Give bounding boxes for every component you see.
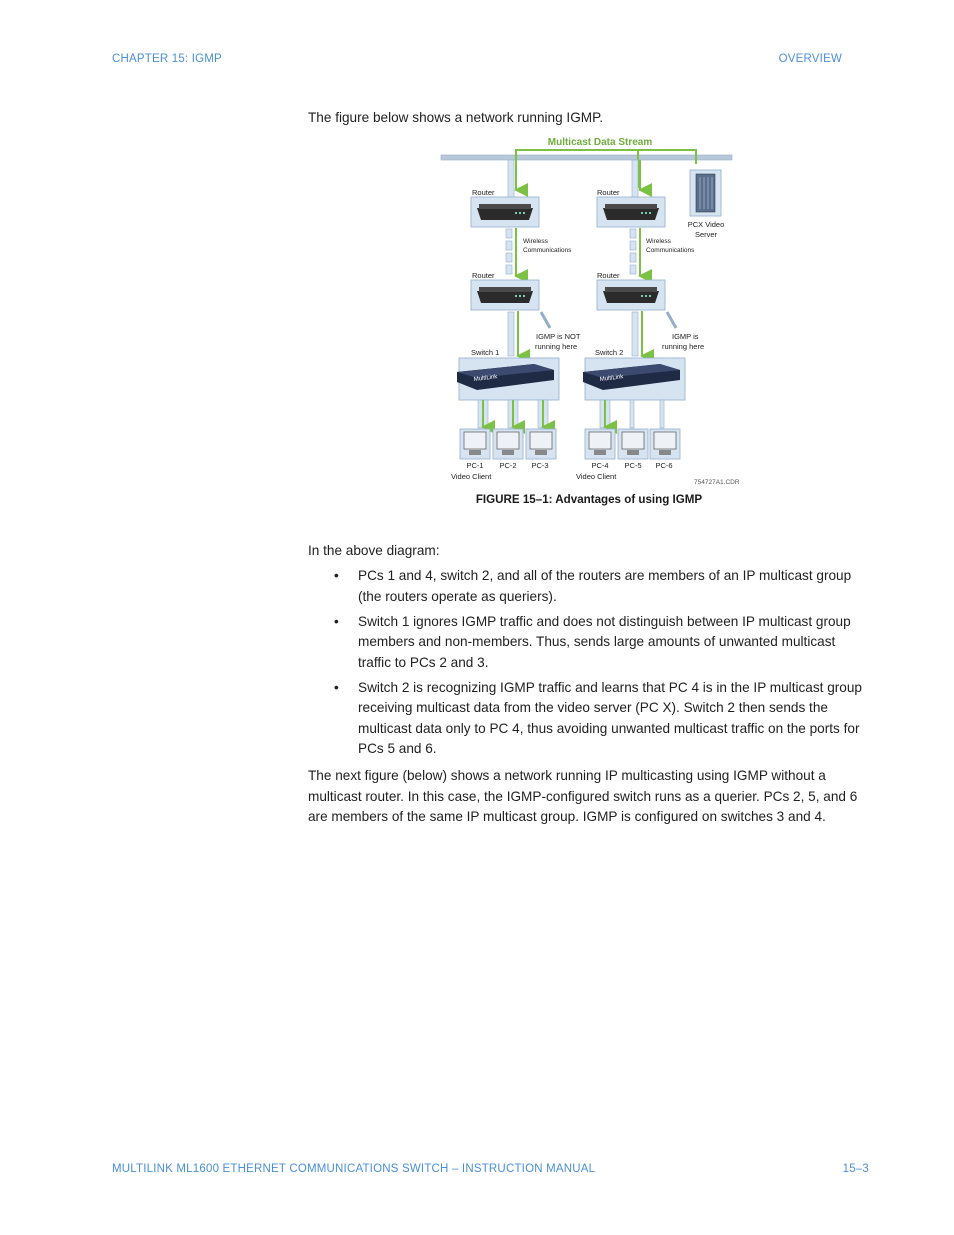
wireless-label-2: Communications: [646, 247, 695, 254]
wireless-label-2: Communications: [523, 247, 572, 254]
list-item: [334, 678, 868, 760]
router-icon: [477, 208, 533, 220]
diagram-intro: In the above diagram:: [308, 543, 440, 558]
switch-brand: MultiLink: [599, 374, 624, 383]
igmp-label-2: running here: [662, 342, 705, 351]
server-label-1: PCX Video: [687, 220, 725, 229]
video-client-label: Video Client: [451, 472, 492, 481]
wireless-label-1: Wireless: [523, 238, 548, 245]
switch-brand: MultiLink: [473, 374, 498, 383]
router-icon: [603, 291, 659, 303]
bullet-text: Switch 1 ignores IGMP traffic and does not distinguish between IP multicast group members and non-members. Thus, sends large amounts of unwanted multicast traffic to PCs 2 and 3.: [358, 613, 851, 670]
figure-caption: FIGURE 15–1: Advantages of using IGMP: [475, 493, 703, 506]
pc-1: [460, 429, 490, 459]
pc-label: PC-2: [499, 461, 517, 470]
router-label: Router: [472, 188, 495, 197]
router-label: Router: [597, 271, 620, 280]
pc-2: [493, 429, 523, 459]
pc-label: PC-1: [466, 461, 484, 470]
list-item: [334, 566, 868, 607]
wireless-label-1: Wireless: [646, 238, 671, 245]
pc-label: PC-3: [531, 461, 549, 470]
wireless-link-left: [506, 228, 516, 276]
router-icon: [477, 291, 533, 303]
router-label: Router: [472, 271, 495, 280]
bullet-text: Switch 2 is recognizing IGMP traffic and learns that PC 4 is in the IP multicast group receiving multicast data from the video server (PC X). Switch 2 then sends the multicast data only to PC 4, thus avoiding unwanted multicast traffic on the ports for PCs 5 and 6.: [358, 679, 862, 756]
igmp-not-label-2: running here: [535, 342, 578, 351]
igmp-not-label-1: IGMP is NOT: [536, 332, 581, 341]
figure-code: 754727A1.CDR: [694, 479, 740, 486]
bullet-marker: •: [334, 679, 339, 695]
pc-6: [650, 429, 680, 459]
bullet-marker: •: [334, 613, 339, 629]
igmp-network-figure: [438, 132, 750, 492]
pc-4: [585, 429, 615, 459]
pc-label: PC-5: [624, 461, 642, 470]
pc-5: [618, 429, 648, 459]
stream-label: Multicast Data Stream: [547, 137, 653, 148]
pc-label: PC-6: [655, 461, 673, 470]
pc-3: [526, 429, 556, 459]
chapter-header: CHAPTER 15: IGMP: [112, 53, 222, 65]
section-header: OVERVIEW: [778, 53, 842, 65]
pc-label: PC-4: [591, 461, 609, 470]
bullet-marker: •: [334, 568, 339, 583]
closing-paragraph: The next figure (below) shows a network running IP multicasting using IGMP without a multicast router. In this case, the IGMP-configured switch runs as a querier. PCs 2, 5, and 6 are members of the same IP multicast group. IGMP is configured on switches 3 and 4.: [308, 768, 858, 824]
server-label-2: Server: [694, 230, 718, 239]
footer-manual-title: MULTILINK ML1600 ETHERNET COMMUNICATIONS SWITCH – INSTRUCTION MANUAL: [112, 1163, 596, 1175]
router-label: Router: [597, 188, 620, 197]
video-client-label: Video Client: [576, 472, 617, 481]
wireless-link-right: [630, 228, 640, 276]
network-backbone: [441, 155, 732, 160]
intro-paragraph: The figure below shows a network running IGMP.: [308, 110, 604, 125]
bullet-list: [334, 566, 868, 764]
bullet-text: PCs 1 and 4, switch 2, and all of the routers are members of an IP multicast group (the routers operate as queriers).: [358, 568, 852, 604]
list-item: [334, 612, 868, 674]
switch2-label: Switch 2: [595, 348, 624, 357]
router-icon: [603, 208, 659, 220]
switch1-label: Switch 1: [471, 348, 500, 357]
igmp-label-1: IGMP is: [672, 332, 699, 341]
igmp-network-diagram: [438, 132, 750, 492]
page-number: 15–3: [842, 1163, 869, 1175]
